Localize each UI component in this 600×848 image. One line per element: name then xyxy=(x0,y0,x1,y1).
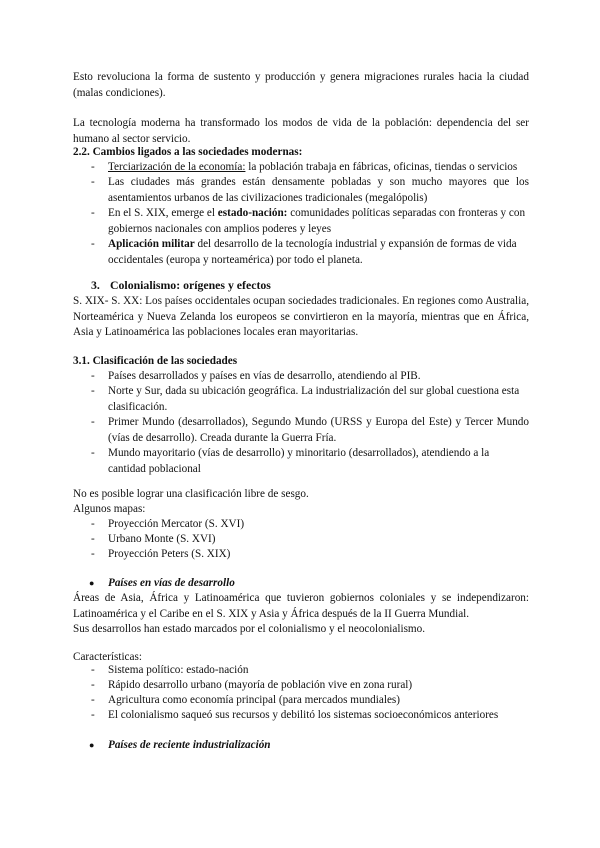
dash-marker: - xyxy=(91,709,95,721)
classification-note: No es posible lograr una clasificación libre de sesgo. xyxy=(73,488,309,500)
list-item-text: Aplicación militar del desarrollo de la tecnología industrial y expansión de formas de vida occidentales (europa y norteamérica) por todo el planeta. xyxy=(108,238,517,266)
intro-paragraph-2: La tecnología moderna ha transformado los modos de vida de la población: dependencia del ser humano al sector servicio. xyxy=(73,117,529,145)
dash-marker: - xyxy=(91,370,95,382)
list-item-text: Agricultura como economía principal (para mercados mundiales) xyxy=(108,694,401,706)
dash-marker: - xyxy=(91,664,95,676)
list-item-text: Proyección Mercator (S. XVI) xyxy=(108,518,245,530)
list-item-text: El colonialismo saqueó sus recursos y debilitó los sistemas socioeconómicos anteriores xyxy=(108,709,499,721)
list-item-text: Norte y Sur, dada su ubicación geográfica. La industrialización del sur global cuestiona esta clasificación. xyxy=(108,385,520,413)
dash-marker: - xyxy=(91,416,95,428)
list-item-text: Proyección Peters (S. XIX) xyxy=(108,548,231,560)
list-item-text: Terciarización de la economía: la población trabaja en fábricas, oficinas, tiendas o servicios xyxy=(108,161,518,173)
list-item-text: Rápido desarrollo urbano (mayoría de población vive en zona rural) xyxy=(108,679,413,691)
developing-paragraph-2: Sus desarrollos han estado marcados por el colonialismo y el neocolonialismo. xyxy=(73,623,426,635)
bullet-icon: ● xyxy=(89,578,95,588)
dash-marker: - xyxy=(91,161,95,173)
dash-marker: - xyxy=(91,207,95,219)
section-3-1-heading: 3.1. Clasificación de las sociedades xyxy=(73,355,238,367)
dash-marker: - xyxy=(91,679,95,691)
dash-marker: - xyxy=(91,238,95,250)
document-page: Esto revoluciona la forma de sustento y producción y genera migraciones rurales hacia la ciudad (malas condiciones). La tecnología moderna ha transformado los modos de vida de la población: dependencia del ser humano al sector servicio. 2.2. Cambios ligados a las sociedades modernas: - Terciarización de la economía: la población trabaja en fábricas, oficinas, tiendas o servicios - Las ciudades más grandes están densamente pobladas y son mucho mayores que los asentamientos urbanos de las civilizaciones tradicionales (megalópolis) - En el S. XIX, emerge el estado-nación: comunidades políticas separadas con fronteras y con gobiernos nacionales con amplios poderes y leyes - Aplicación militar del desarrollo de la tecnología industrial y expansión de formas de vida occidentales (europa y norteamérica) por todo el planeta. 3. Colonialismo: orígenes y efectos S. XIX- S. XX: Los países occidentales ocupan sociedades tradicionales. En regiones como Australia, Norteamérica y Nueva Zelanda los europeos se convirtieron en la mayoría, mientras que en África, Asia y Latinoamérica las poblaciones locales eran mayoritarias. 3.1. Clasificación de las sociedades - Países desarrollados y países en vías de desarrollo, atendiendo al PIB. - Norte y Sur, dada su ubicación geográfica. La industrialización del sur global cuestiona esta clasificación. - Primer Mundo (desarrollados), Segundo Mundo (URSS y Europa del Este) y Tercer Mundo (vías de desarrollo). Creada durante la Guerra Fría. - Mundo mayoritario (vías de desarrollo) y minoritario (desarrollados), atendiendo a la cantidad poblacional No es posible lograr una clasificación libre de sesgo. Algunos mapas: - Proyección Mercator (S. XVI) - Urbano Monte (S. XVI) - Proyección Peters (S. XIX) ● Países en vías de desarrollo Áreas de Asia, África y Latinoamérica que tuvieron gobiernos coloniales y se independizaron: Latinoamérica y el Caribe en el S. XIX y Asia y África después de la II Guerra Mundial. Sus desarrollos han estado marcados por el colonialismo y el neocolonialismo. Características: - Sistema político: estado-nación - Rápido desarrollo urbano (mayoría de población vive en zona rural) - Agricultura como economía principal (para mercados mundiales) - El colonialismo saqueó sus recursos y debilitó los sistemas socioeconómicos anteriores ● Países de reciente industrialización xyxy=(0,0,600,848)
intro-paragraph-1: Esto revoluciona la forma de sustento y producción y genera migraciones rurales hacia la ciudad (malas condiciones). xyxy=(73,71,529,99)
dash-marker: - xyxy=(91,548,95,560)
list-item-text: Sistema político: estado-nación xyxy=(108,664,249,676)
dash-marker: - xyxy=(91,518,95,530)
bullet-icon: ● xyxy=(89,740,95,750)
dash-marker: - xyxy=(91,447,95,459)
list-item-text: En el S. XIX, emerge el estado-nación: comunidades políticas separadas con fronteras y con gobiernos nacionales con amplios poderes y leyes xyxy=(108,207,526,235)
dash-marker: - xyxy=(91,533,95,545)
list-item-text: Urbano Monte (S. XVI) xyxy=(108,533,216,545)
list-item-text: Las ciudades más grandes están densamente pobladas y son mucho mayores que los asentamientos urbanos de las civilizaciones tradicionales (megalópolis) xyxy=(108,176,529,204)
developing-paragraph-1: Áreas de Asia, África y Latinoamérica que tuvieron gobiernos coloniales y se independizaron: Latinoamérica y el Caribe en el S. XIX y Asia y África después de la II Guerra Mundial. xyxy=(73,592,529,620)
maps-label: Algunos mapas: xyxy=(73,503,146,515)
characteristics-label: Características: xyxy=(73,651,142,663)
section-2-2-heading: 2.2. Cambios ligados a las sociedades modernas: xyxy=(73,146,303,158)
dash-marker: - xyxy=(91,385,95,397)
dash-marker: - xyxy=(91,694,95,706)
list-item-text: Países desarrollados y países en vías de desarrollo, atendiendo al PIB. xyxy=(108,370,421,382)
dash-marker: - xyxy=(91,176,95,188)
section-3-paragraph: S. XIX- S. XX: Los países occidentales ocupan sociedades tradicionales. En regiones como Australia, Norteamérica y Nueva Zelanda los europeos se convirtieron en la mayoría, mientras que en África, Asia y Latinoamérica las poblaciones locales eran mayoritarias. xyxy=(73,295,529,338)
list-item-text: Primer Mundo (desarrollados), Segundo Mundo (URSS y Europa del Este) y Tercer Mundo (vías de desarrollo). Creada durante la Guerra Fría. xyxy=(108,416,529,444)
list-item-text: Mundo mayoritario (vías de desarrollo) y minoritario (desarrollados), atendiendo a la cantidad poblacional xyxy=(108,447,490,475)
